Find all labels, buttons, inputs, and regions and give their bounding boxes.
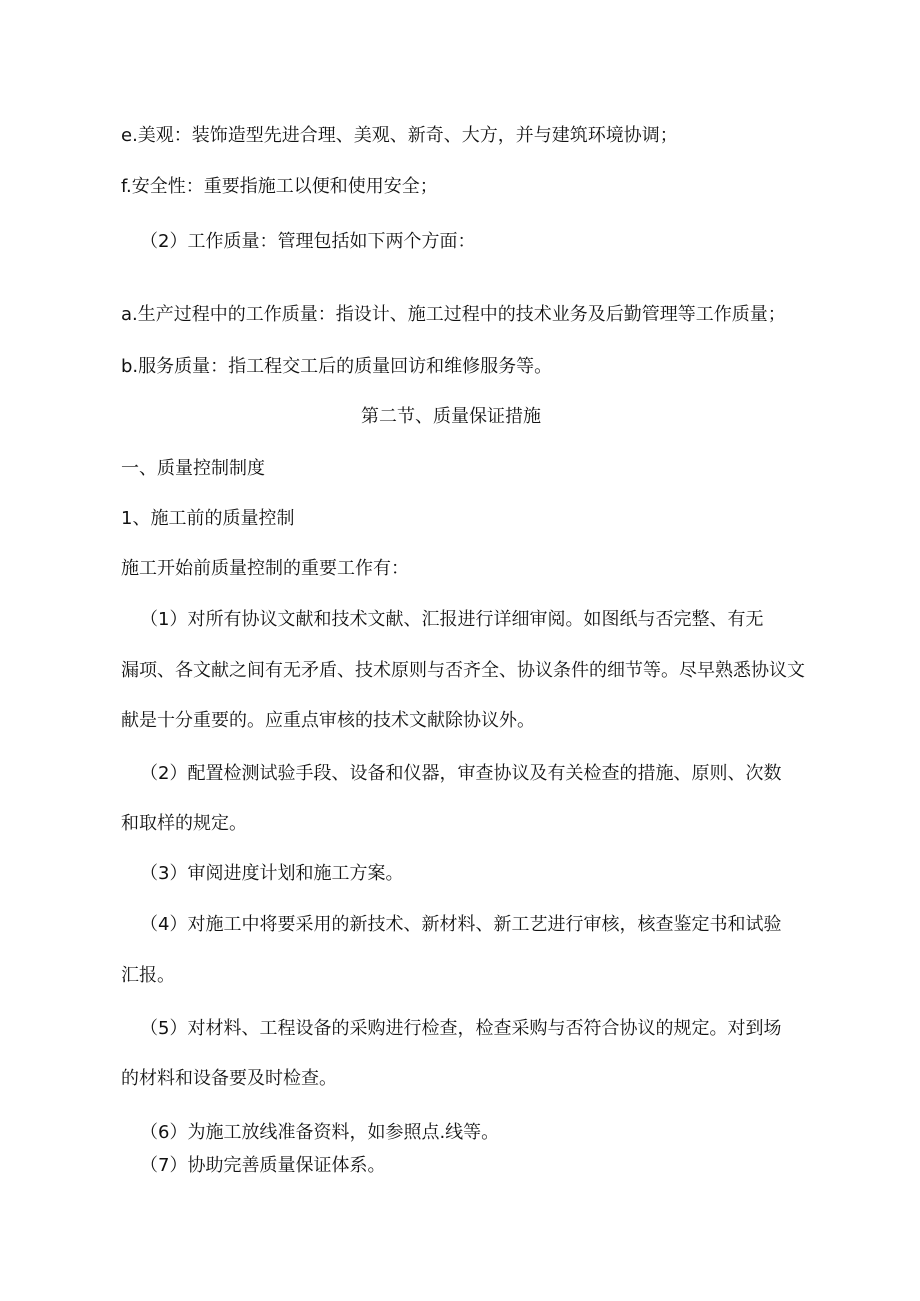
item-f-safety: f.安全性：重要指施工以便和使用安全； xyxy=(121,176,438,197)
paragraph-1-line-3: 献是十分重要的。应重点审核的技术文献除协议外。 xyxy=(121,710,535,731)
work-quality-heading: （2）工作质量：管理包括如下两个方面： xyxy=(140,231,476,252)
paragraph-3: （3）审阅进度计划和施工方案。 xyxy=(140,863,404,884)
paragraph-5-line-2: 的材料和设备要及时检查。 xyxy=(121,1068,337,1089)
paragraph-1-line-1: （1）对所有协议文献和技术文献、汇报进行详细审阅。如图纸与否完整、有无 xyxy=(140,609,764,630)
intro-paragraph: 施工开始前质量控制的重要工作有： xyxy=(121,558,409,579)
paragraph-5-line-1: （5）对材料、工程设备的采购进行检查，检查采购与否符合协议的规定。对到场 xyxy=(140,1018,782,1039)
paragraph-1-line-2: 漏项、各文献之间有无矛盾、技术原则与否齐全、协议条件的细节等。尽早熟悉协议文 xyxy=(121,660,805,681)
paragraph-2-line-1: （2）配置检测试验手段、设备和仪器，审查协议及有关检查的措施、原则、次数 xyxy=(140,763,782,784)
paragraph-4-line-2: 汇报。 xyxy=(121,965,175,986)
paragraph-6: （6）为施工放线准备资料，如参照点.线等。 xyxy=(140,1122,500,1143)
item-b-service-quality: b.服务质量：指工程交工后的质量回访和维修服务等。 xyxy=(121,356,553,377)
section-title: 第二节、质量保证措施 xyxy=(361,406,541,427)
subsection-heading: 一、质量控制制度 xyxy=(121,458,265,479)
item-a-production-quality: a.生产过程中的工作质量：指设计、施工过程中的技术业务及后勤管理等工作质量； xyxy=(121,304,786,325)
paragraph-7: （7）协助完善质量保证体系。 xyxy=(140,1155,386,1176)
paragraph-4-line-1: （4）对施工中将要采用的新技术、新材料、新工艺进行审核，核查鉴定书和试验 xyxy=(140,914,782,935)
paragraph-2-line-2: 和取样的规定。 xyxy=(121,813,247,834)
subsubsection-heading: 1、施工前的质量控制 xyxy=(121,508,295,529)
item-e-aesthetics: e.美观：装饰造型先进合理、美观、新奇、大方，并与建筑环境协调； xyxy=(121,125,678,146)
